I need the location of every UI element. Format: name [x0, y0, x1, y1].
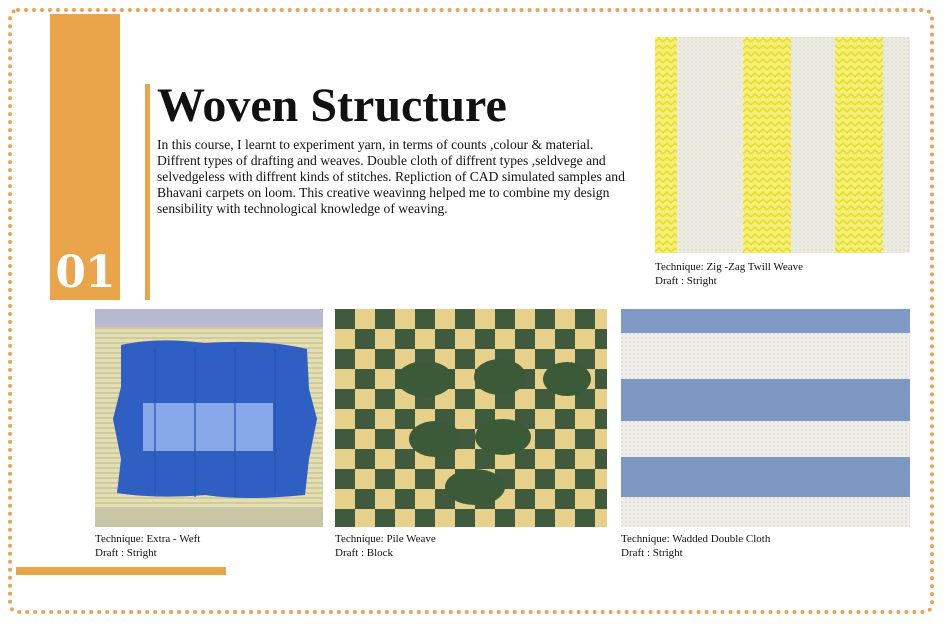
page-title: Woven Structure — [157, 79, 507, 132]
sample-image-zigzag-twill — [655, 37, 910, 253]
title-divider — [145, 84, 150, 300]
draft-label: Draft : Stright — [655, 275, 717, 287]
footer-accent-line — [16, 567, 226, 575]
technique-label: Technique: Extra - Weft — [95, 533, 201, 545]
draft-label: Draft : Block — [335, 547, 394, 559]
technique-label: Technique: Pile Weave — [335, 533, 436, 545]
technique-label: Technique: Zig -Zag Twill Weave — [655, 261, 804, 273]
section-number: 01 — [55, 247, 115, 298]
sample-image-pile-weave — [335, 309, 607, 527]
draft-label: Draft : Stright — [95, 547, 157, 559]
sample-caption-zigzag-twill — [655, 260, 803, 288]
sample-image-wadded-double-cloth — [621, 309, 910, 527]
description-paragraph: In this course, I learnt to experiment yarn, in terms of counts ,colour & material. Diffrent types of drafting and weaves. Double cloth of diffrent types ,seldvege and selvedgeless with diffrent kinds of stitches. Repliction of CAD simulated samples and Bhavani carpets on loom. This creative weavinng helped me to combine my design sensibility with technological knowledge of weaving. — [157, 137, 625, 216]
sample-caption-extra-weft — [95, 532, 200, 560]
sample-caption-wadded-double-cloth — [621, 532, 770, 560]
technique-label: Technique: Wadded Double Cloth — [621, 533, 771, 545]
sample-caption-pile-weave — [335, 532, 436, 560]
draft-label: Draft : Stright — [621, 547, 683, 559]
sample-image-extra-weft — [95, 309, 323, 527]
